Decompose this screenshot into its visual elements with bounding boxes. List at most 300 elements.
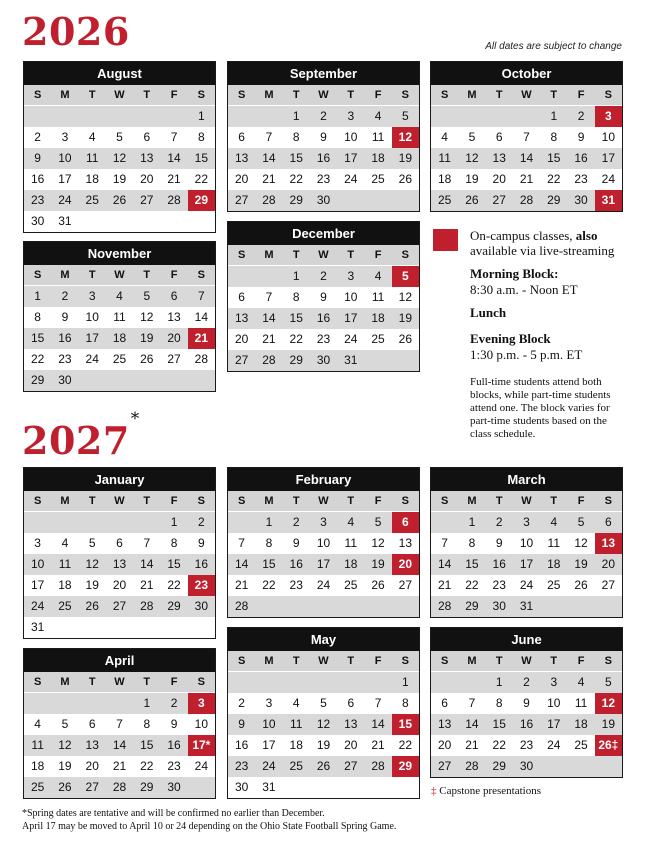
day-cell: 25 [51,596,78,617]
calendar-june [430,627,623,778]
empty-day-cell [255,672,282,693]
weekday-header: T [133,672,160,693]
day-cell: 10 [316,536,331,550]
weekday-header: T [79,491,106,512]
footnote-line-1: *Spring dates are tentative and will be confirmed no earlier than December. [22,808,325,819]
day-cell: 6 [116,536,123,550]
empty-day-cell [458,106,485,127]
day-cell: 9 [198,536,205,550]
day-cell: 24 [344,172,358,186]
day-cell: 26 [310,756,337,777]
morning-block [470,266,578,298]
empty-day-cell [486,106,513,127]
day-cell: 12 [595,693,622,714]
month-title: August [24,62,215,85]
day-cell: 14 [364,714,391,735]
day-cell: 2 [51,286,78,307]
day-cell: 17 [540,714,567,735]
day-cell: 6 [238,130,245,144]
day-cell: 9 [170,717,178,731]
day-cell: 29 [24,370,51,391]
weekday-header: F [160,672,187,693]
day-cell: 8 [292,130,300,144]
empty-day-cell [133,512,160,533]
empty-day-cell [364,672,391,693]
day-cell: 27 [431,756,458,777]
day-cell: 7 [116,717,123,731]
weekday-header: F [160,265,187,286]
calendar-february [227,467,420,618]
month-title: January [24,468,215,491]
day-cell: 19 [58,759,72,773]
day-cell: 18 [106,328,133,349]
day-cell: 15 [283,148,310,169]
day-cell: 7 [468,696,476,710]
empty-day-cell [106,617,133,638]
day-cell: 12 [51,735,78,756]
day-cell: 11 [51,554,78,575]
day-cell: 10 [194,717,209,731]
day-cell: 25 [371,172,385,186]
day-cell: 2 [310,266,337,287]
day-cell: 19 [392,148,419,169]
day-cell: 14 [194,310,209,324]
day-cell: 1 [24,286,51,307]
empty-day-cell [255,106,282,127]
day-cell: 18 [540,554,567,575]
weekday-header: F [364,245,391,266]
weekday-header: F [567,85,594,106]
weekday-header: W [310,651,337,672]
day-cell: 7 [170,130,178,144]
day-cell: 28 [458,756,485,777]
day-cell: 26 [398,332,413,346]
day-cell: 4 [292,696,300,710]
day-cell: 18 [85,172,99,186]
footnotes [22,807,396,833]
empty-day-cell [228,512,255,533]
day-cell: 7 [238,536,245,550]
day-cell: 4 [364,106,391,127]
day-cell: 17 [595,148,622,169]
day-cell: 10 [519,536,534,550]
weekday-header: M [51,85,78,106]
day-cell: 13 [595,533,622,554]
weekday-header: S [431,85,458,106]
weekday-header: M [255,491,282,512]
empty-day-cell [567,596,594,617]
day-cell: 31 [595,190,622,211]
weekday-header: S [595,651,622,672]
weekday-header: T [337,651,364,672]
day-cell: 25 [371,332,385,346]
day-cell: 27 [133,190,160,211]
day-cell: 2 [310,106,337,127]
day-cell: 12 [392,127,419,148]
day-cell: 27 [337,756,364,777]
day-cell: 25 [431,190,458,211]
day-cell: 19 [392,308,419,329]
empty-day-cell [337,672,364,693]
day-cell: 22 [194,172,209,186]
empty-day-cell [79,617,106,638]
month-grid [228,245,419,371]
day-cell: 21 [465,738,479,752]
day-cell: 12 [79,554,106,575]
day-cell: 16 [310,308,337,329]
weekday-header: T [133,85,160,106]
calendar-april [23,648,216,799]
day-cell: 3 [337,266,364,287]
day-cell: 27 [167,352,181,366]
legend-on-campus-start: On-campus classes, [470,228,576,243]
weekday-header: S [595,85,622,106]
weekday-header: T [79,265,106,286]
weekday-header: T [283,245,310,266]
weekday-header: F [160,491,187,512]
day-cell: 10 [51,148,78,169]
day-cell: 10 [344,130,358,144]
weekday-header: S [188,85,215,106]
empty-day-cell [79,693,106,714]
day-cell: 3 [34,536,41,550]
day-cell: 23 [58,352,72,366]
day-cell: 29 [540,190,567,211]
day-cell: 8 [468,536,476,550]
empty-day-cell [513,106,540,127]
day-cell: 10 [85,310,99,324]
day-cell: 2 [238,696,245,710]
day-cell: 18 [58,578,72,592]
empty-day-cell [595,596,622,617]
empty-day-cell [364,777,391,798]
day-cell: 22 [140,759,154,773]
day-cell: 29 [188,190,215,211]
empty-day-cell [255,266,282,287]
day-cell: 26 [398,172,413,186]
month-title: June [431,628,622,651]
weekday-header: S [228,491,255,512]
day-cell: 19 [133,328,160,349]
weekday-header: F [160,85,187,106]
day-cell: 27 [228,350,255,371]
weekday-header: M [51,491,78,512]
day-cell: 22 [465,578,479,592]
day-cell: 1 [255,512,282,533]
day-cell: 25 [24,777,51,798]
empty-day-cell [310,672,337,693]
day-cell: 21 [519,172,534,186]
day-cell: 28 [160,190,187,211]
weekday-header: S [188,491,215,512]
day-cell: 28 [364,756,391,777]
day-cell: 12 [140,310,154,324]
day-cell: 16 [567,148,594,169]
day-cell: 15 [24,328,51,349]
empty-day-cell [79,512,106,533]
day-cell: 15 [133,735,160,756]
day-cell: 24 [194,759,209,773]
day-cell: 11 [431,148,458,169]
empty-day-cell [188,370,215,391]
weekday-header: F [567,491,594,512]
day-cell: 16 [30,172,45,186]
day-cell: 4 [106,286,133,307]
morning-block-title: Morning Block: [470,266,559,281]
day-cell: 31 [58,214,72,228]
day-cell: 5 [595,672,622,693]
weekday-header: F [364,491,391,512]
day-cell: 20 [160,328,187,349]
day-cell: 16 [160,735,187,756]
day-cell: 15 [160,554,187,575]
day-cell: 31 [337,350,364,371]
day-cell: 20 [344,738,358,752]
day-cell: 2 [513,672,540,693]
day-cell: 25 [574,738,588,752]
day-cell: 15 [283,308,310,329]
day-cell: 7 [523,130,530,144]
weekday-header: S [24,265,51,286]
empty-day-cell [106,106,133,127]
day-cell: 5 [364,512,391,533]
day-cell: 5 [392,106,419,127]
day-cell: 26 [106,190,133,211]
day-cell: 15 [188,148,215,169]
day-cell: 5 [133,286,160,307]
day-cell: 3 [265,696,273,710]
day-cell: 22 [492,738,506,752]
day-cell: 14 [160,148,187,169]
month-title: November [24,242,215,265]
day-cell: 1 [458,512,485,533]
day-cell: 21 [262,172,276,186]
day-cell: 8 [143,717,151,731]
day-cell: 22 [547,172,561,186]
day-cell: 25 [344,578,358,592]
day-cell: 26‡ [595,735,622,756]
empty-day-cell [364,350,391,371]
weekday-header: T [79,672,106,693]
day-cell: 29 [133,777,160,798]
day-cell: 18 [30,759,45,773]
year-2027-heading [22,409,140,463]
day-cell: 13 [133,148,160,169]
empty-day-cell [133,106,160,127]
day-cell: 12 [106,148,133,169]
day-cell: 17 [79,328,106,349]
day-cell: 1 [160,512,187,533]
day-cell: 11 [79,148,106,169]
weekday-header: T [486,491,513,512]
day-cell: 24 [316,578,331,592]
day-cell: 8 [495,696,503,710]
calendar-may [227,627,420,799]
day-cell: 28 [106,777,133,798]
day-cell: 14 [431,554,458,575]
day-cell: 28 [431,596,458,617]
day-cell: 3 [337,106,364,127]
day-cell: 12 [371,536,385,550]
capstone-label: Capstone presentations [436,785,541,797]
day-cell: 3 [79,286,106,307]
day-cell: 10 [255,714,282,735]
day-cell: 19 [465,172,479,186]
day-cell: 13 [167,310,181,324]
day-cell: 22 [289,332,303,346]
day-cell: 26 [51,777,78,798]
calendar-march [430,467,623,618]
month-grid [24,265,215,391]
calendar-november [23,241,216,392]
weekday-header: T [283,651,310,672]
weekday-header: S [595,491,622,512]
day-cell: 19 [316,738,331,752]
day-cell: 4 [567,672,594,693]
month-title: February [228,468,419,491]
empty-day-cell [160,211,187,232]
year-2027-asterisk: * [130,409,140,430]
day-cell: 31 [262,780,276,794]
day-cell: 16 [234,738,249,752]
day-cell: 23 [519,738,534,752]
empty-day-cell [392,596,419,617]
empty-day-cell [364,596,391,617]
day-cell: 20 [140,172,154,186]
weekday-header: S [24,491,51,512]
weekday-header: W [513,85,540,106]
empty-day-cell [79,211,106,232]
day-cell: 8 [34,310,41,324]
day-cell: 28 [194,352,209,366]
day-cell: 13 [228,148,255,169]
weekday-header: W [310,245,337,266]
weekday-header: W [106,85,133,106]
day-cell: 24 [85,352,99,366]
legend-on-campus-text [470,228,640,258]
day-cell: 17 [58,172,72,186]
weekday-header: M [458,85,485,106]
day-cell: 29 [392,756,419,777]
empty-day-cell [228,672,255,693]
capstone-dagger: ‡ [431,785,437,797]
day-cell: 4 [61,536,69,550]
empty-day-cell [431,512,458,533]
day-cell: 8 [265,536,273,550]
empty-day-cell [188,777,215,798]
day-cell: 1 [540,106,567,127]
day-cell: 2 [567,106,594,127]
day-cell: 13 [398,536,413,550]
day-cell: 5 [61,717,69,731]
weekday-header: F [567,651,594,672]
empty-day-cell [79,370,106,391]
month-grid [228,491,419,617]
day-cell: 23 [289,578,303,592]
empty-day-cell [51,693,78,714]
weekday-header: M [458,491,485,512]
weekday-header: T [486,651,513,672]
empty-day-cell [310,596,337,617]
day-cell: 22 [398,738,413,752]
day-cell: 9 [228,714,255,735]
day-cell: 28 [228,596,255,617]
weekday-header: T [283,85,310,106]
day-cell: 25 [79,190,106,211]
day-cell: 2 [486,512,513,533]
month-grid [24,491,215,638]
day-cell: 11 [113,310,126,324]
day-cell: 21 [140,578,154,592]
day-cell: 4 [441,130,448,144]
day-cell: 13 [79,735,106,756]
weekday-header: W [310,491,337,512]
footnote-line-2: April 17 may be moved to April 10 or 24 depending on the Ohio State Football Spring Game. [22,821,397,832]
weekday-header: T [540,85,567,106]
day-cell: 13 [106,554,133,575]
day-cell: 11 [371,290,385,304]
day-cell: 5 [116,130,123,144]
day-cell: 1 [283,106,310,127]
day-cell: 21 [167,172,181,186]
empty-day-cell [392,190,419,211]
weekday-header: M [255,245,282,266]
month-title: October [431,62,622,85]
day-cell: 27 [106,596,133,617]
empty-day-cell [310,777,337,798]
day-cell: 20 [392,554,419,575]
day-cell: 14 [513,148,540,169]
day-cell: 22 [167,578,181,592]
empty-day-cell [337,190,364,211]
weekday-header: M [255,651,282,672]
empty-day-cell [51,106,78,127]
day-cell: 14 [133,554,160,575]
day-cell: 26 [140,352,154,366]
weekday-header: S [431,651,458,672]
day-cell: 18 [567,714,594,735]
day-cell: 6 [88,717,96,731]
day-cell: 28 [255,190,282,211]
day-cell: 20 [437,738,452,752]
day-cell: 6 [495,130,503,144]
day-cell: 8 [402,696,409,710]
day-cell: 22 [289,172,303,186]
day-cell: 20 [112,578,127,592]
day-cell: 9 [292,536,300,550]
day-cell: 23 [316,172,331,186]
weekday-header: T [337,85,364,106]
day-cell: 21 [188,328,215,349]
day-cell: 30 [310,350,337,371]
day-cell: 26 [458,190,485,211]
day-cell: 25 [112,352,127,366]
day-cell: 24 [547,738,561,752]
calendar-september [227,61,420,212]
weekday-header: T [283,491,310,512]
empty-day-cell [133,211,160,232]
day-cell: 17 [310,554,337,575]
day-cell: 19 [567,554,594,575]
day-cell: 9 [523,696,530,710]
day-cell: 16 [51,328,78,349]
day-cell: 7 [374,696,382,710]
day-cell: 11 [24,735,51,756]
weekday-header: S [228,85,255,106]
day-cell: 23 [167,759,181,773]
day-cell: 24 [24,596,51,617]
empty-day-cell [228,266,255,287]
